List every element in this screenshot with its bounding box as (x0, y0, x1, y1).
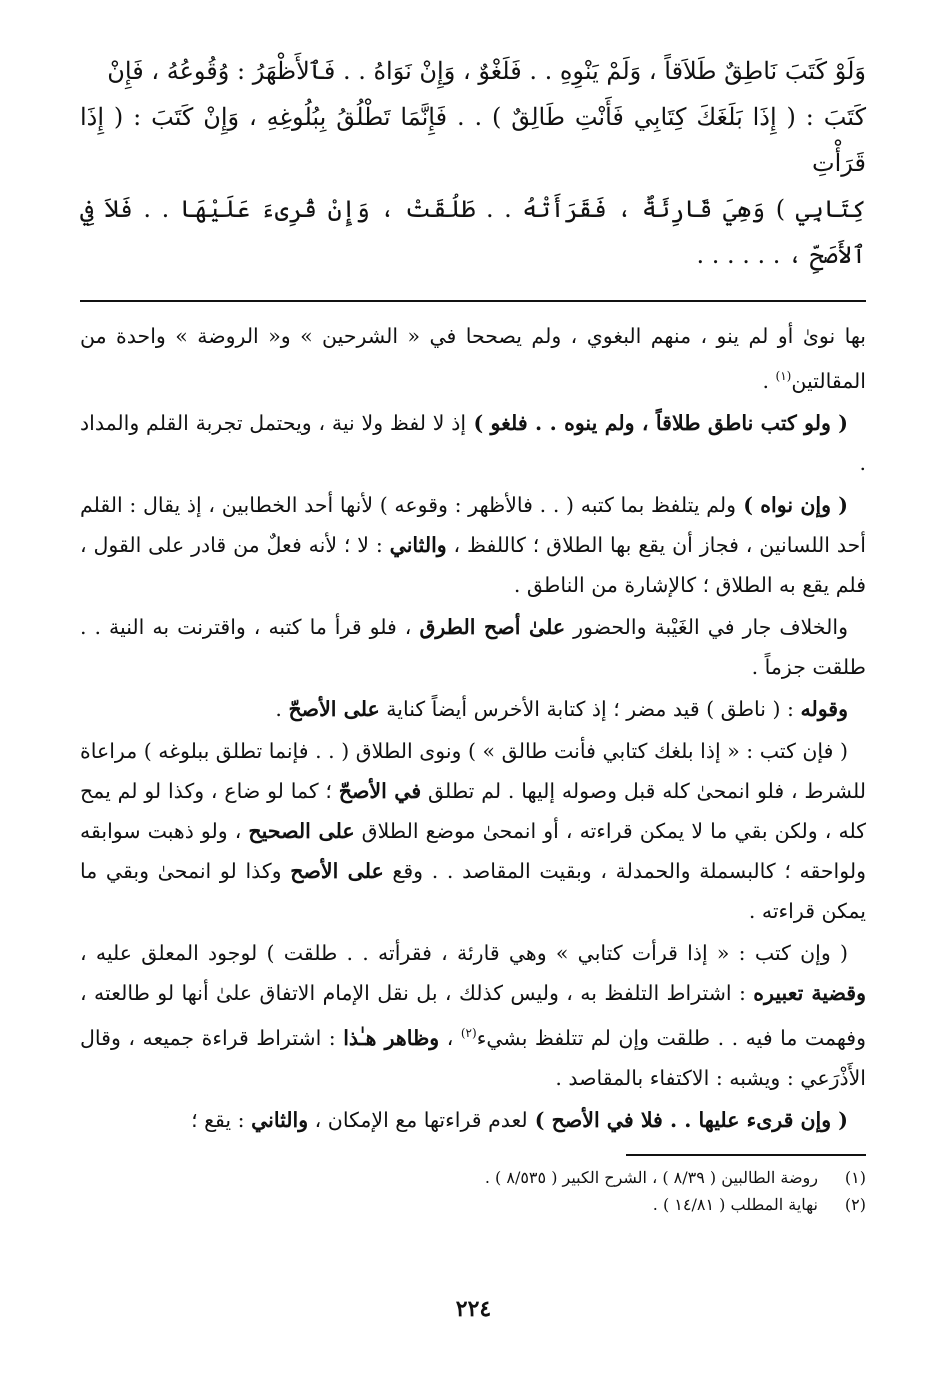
matn-quote: ( وإن نواه ) (736, 492, 848, 517)
emphasis: علىٰ أصح الطرق (419, 614, 566, 639)
commentary-paragraph (80, 316, 866, 401)
commentary-paragraph (80, 933, 866, 1098)
matn-quote: ( ولو كتب ناطق طلاقاً ، ولم ينوه . . فلغو ) (466, 410, 848, 435)
footnote (80, 1191, 866, 1218)
commentary-paragraph (80, 403, 866, 483)
footnote-divider (626, 1154, 866, 1156)
emphasis: وقضية تعبيره (753, 980, 866, 1005)
page-body (80, 48, 866, 1218)
paragraph-text: ؛ كما لو ضاع ، وكذا لو لم يمح كله ، ولكن بقي ما لا يمكن قراءته ، أو انمحىٰ موضع الطلاق (80, 778, 866, 843)
paragraph-text: . (762, 368, 776, 393)
paragraph-text: وكذا لو انمحىٰ وبقي ما يمكن قراءته . (80, 858, 866, 923)
commentary-paragraph (80, 607, 866, 687)
emphasis: والثاني (389, 532, 447, 557)
paragraph-text: : يقع ؛ (191, 1107, 252, 1132)
footnote-number: (١) (844, 1167, 866, 1187)
commentary-paragraph (80, 731, 866, 931)
paragraph-text: . (275, 696, 289, 721)
footnote-ref[interactable]: (٢) (460, 1025, 477, 1040)
paragraph-text: إذ لا لفظ ولا نية ، ويحتمل تجربة القلم والمداد . (80, 410, 866, 475)
paragraph-text: ، (439, 1025, 461, 1050)
paragraph-text: مراعاة للشرط ، فلو انمحىٰ كله قبل وصوله إليها . لم تطلق (80, 738, 866, 803)
emphasis: وظاهر هـٰذا (343, 1025, 440, 1050)
footnote-text: روضة الطالبين ( ٨/٣٩ ) ، الشرح الكبير ( ٨/٥٣٥ ) . (484, 1167, 818, 1187)
commentary-paragraph (80, 485, 866, 605)
paragraph-text: لعدم قراءتها مع الإمكان ، (308, 1107, 528, 1132)
emphasis: على الأصح (290, 858, 384, 883)
main-text (80, 48, 866, 278)
emphasis: على الصحيح (248, 818, 355, 843)
paragraph-text: لوجود المعلق عليه ، (80, 940, 258, 965)
emphasis: في الأصحّ (338, 778, 422, 803)
emphasis: والثاني (251, 1107, 309, 1132)
paragraph-text: : اشتراط التلفظ به ، وليس كذلك ، بل نقل الإمام الاتفاق علىٰ أنها لو طالعته ، وفهمت ما فيه . . طلقت وإن لم تتلفظ بشيء (80, 980, 866, 1050)
commentary-paragraph (80, 1100, 866, 1140)
paragraph-text: ( وإن كتب : « إذا قرأت كتابي » وهي قارئة ، فقرأته . . طلقت ) (257, 940, 848, 965)
paragraph-text: والخلاف جار في الغَيْبة والحضور (565, 614, 848, 639)
footnotes (80, 1164, 866, 1218)
emphasis: وقوله (800, 696, 848, 721)
footnote-number: (٢) (844, 1194, 866, 1214)
footnote-ref[interactable]: (١) (775, 369, 792, 383)
paragraph-text: لأنها أحد الخطابين ، إذ يقال : القلم أحد اللسانين ، فجاز أن يقع بها الطلاق ؛ كاللفظ ، (80, 492, 866, 557)
paragraph-text: : ( ناطق ) قيد مضر ؛ إذ كتابة الأخرس أيضاً كناية (379, 696, 801, 721)
commentary-paragraph (80, 689, 866, 729)
page-number: ٢٢٤ (455, 1296, 492, 1322)
main-divider (80, 300, 866, 302)
footnote (80, 1164, 866, 1191)
emphasis: على الأصحّ (288, 696, 380, 721)
paragraph-text: ولم يتلفظ بما كتبه ( . . فالأظهر : وقوعه ) (373, 492, 736, 517)
paragraph-text: : لا ؛ لأنه فعلٌ من قادر على القول ، فلم يقع به الطلاق ؛ كالإشارة من الناطق . (80, 532, 866, 597)
footnote-text: نهاية المطلب ( ١٤/٨١ ) . (652, 1194, 818, 1214)
paragraph-text: : اشتراط قراءة جميعه ، وقال الأَذْرَعي : ويشبه : الاكتفاء بالمقاصد . (80, 1025, 866, 1090)
main-text-line: كِتَابِي ) وَهِيَ قَارِئَةٌ ، فَقَرَأَتْهُ . . طَلُقَتْ ، وَإِنْ قُرِىءَ عَلَيْهَا . . فَلاَ فِي ٱلأَصَحِّ ، . . . . . . (80, 195, 866, 269)
paragraph-text: ( فإن كتب : « إذا بلغك كتابي فأنت طالق » ) ونوى الطلاق ( . . فإنما تطلق ببلوغه ) (137, 738, 848, 763)
paragraph-text: ، ولو ذهبت سوابقه ولواحقه ؛ كالبسملة والحمدلة ، وبقيت المقاصد . . وقع (80, 818, 866, 883)
commentary (80, 316, 866, 1140)
main-text-line: وَلَوْ كَتَبَ نَاطِقٌ طَلاَقاً ، وَلَمْ يَنْوِهِ . . فَلَغْوٌ ، وَإِنْ نَوَاهُ . . فَٱلأَظْهَرُ : وُقُوعُهُ ، فَإِنْ (107, 57, 866, 85)
main-text-line: كَتَبَ : ( إِذَا بَلَغَكَ كِتَابِي فَأَنْتِ طَالِقٌ ) . . فَإِنَّمَا تَطْلُقُ بِبُلُوغِهِ ، وَإِنْ كَتَبَ : ( إِذَا قَرَأْتِ (80, 103, 866, 177)
paragraph-text: بها نوىٰ أو لم ينو ، منهم البغوي ، ولم يصححا في « الشرحين » و« الروضة » واحدة من المقالتين (80, 324, 866, 393)
matn-quote: ( وإن قرىء عليها . . فلا في الأصح ) (527, 1107, 848, 1132)
paragraph-text: ، فلو قرأ ما كتبه ، واقترنت به النية . . طلقت جزماً . (80, 614, 866, 679)
